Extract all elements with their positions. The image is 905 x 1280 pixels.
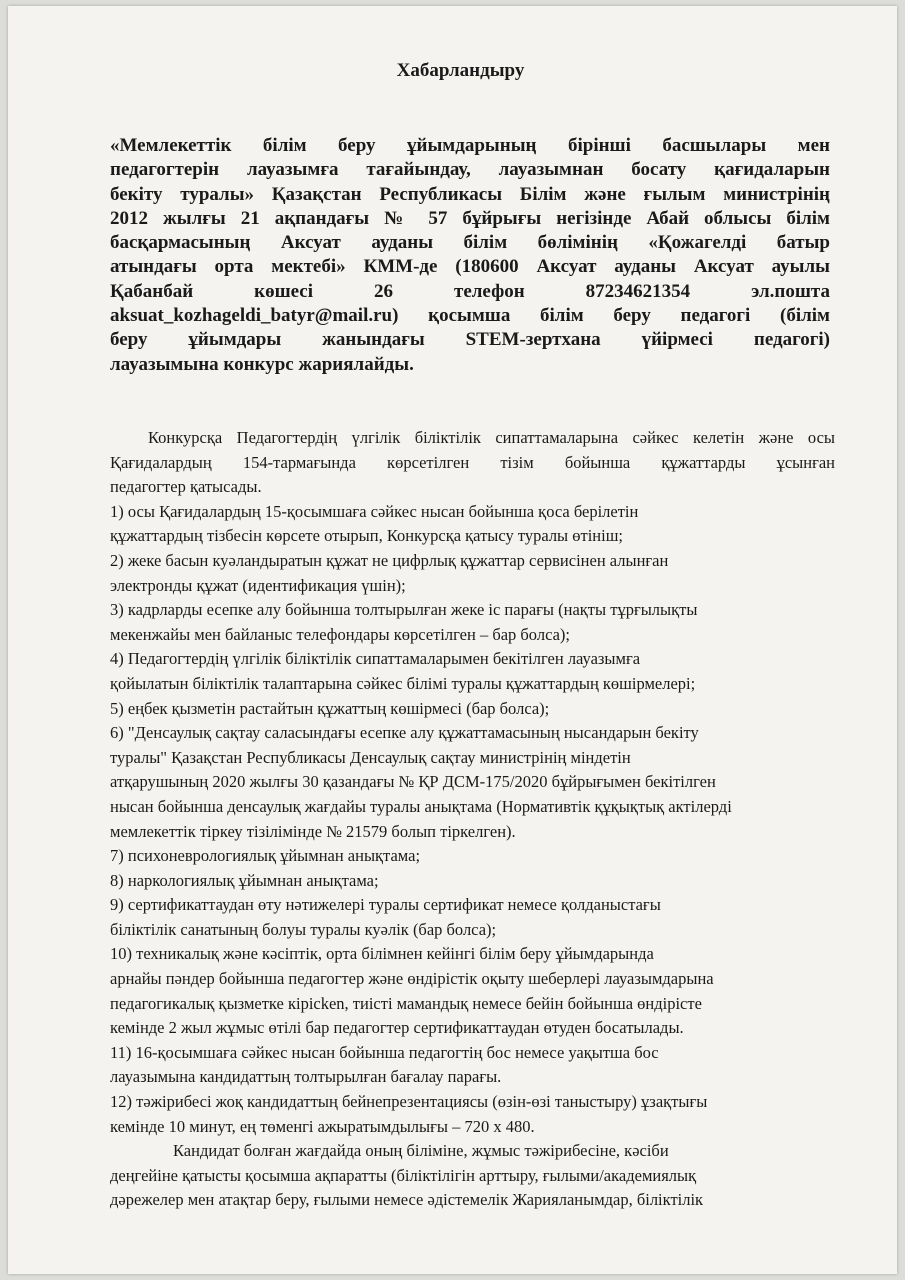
intro-line: атындағы орта мектебі» КММ-де (180600 Аксуат ауданы Аксуат ауылы	[110, 256, 830, 278]
list-item-line: электронды құжат (идентификация үшін);	[110, 575, 406, 595]
list-item-line: 4) Педагогтердің үлгілік біліктілік сипаттамаларымен бекітілген лауазымға	[110, 649, 641, 669]
list-item	[110, 893, 835, 942]
intro-line: бекіту туралы» Қазақстан Республикасы Білім және ғылым министрінің	[110, 183, 830, 205]
intro-line: «Мемлекеттік білім беру ұйымдарының бірінші басшылары мен	[110, 135, 830, 156]
list-item-line: 12) тәжірибесі жоқ кандидаттың бейнепрезентациясы (өзін-өзі таныстыру) ұзақтығы	[110, 1092, 708, 1112]
list-item-line: 2) жеке басын куәландыратын құжат не цифрлық құжаттар сервисінен алынған	[110, 550, 669, 570]
list-item-line: 3) кадрларды есепке алу бойынша толтырылған жеке іс парағы (нақты тұрғылықты	[110, 600, 698, 620]
list-item-line: кемінде 10 минут, ең төменгі ажыратымдылығы – 720 х 480.	[110, 1116, 535, 1136]
list-item-line: мекенжайы мен байланыс телефондары көрсетілген – бар болса);	[110, 624, 571, 644]
list-item-line: кемінде 2 жыл жұмыс өтілі бар педагогтер сертификаттаудан өтуден босатылады.	[110, 1018, 684, 1038]
document-body	[110, 426, 835, 1213]
list-item	[110, 697, 835, 722]
list-item-line: 10) техникалық және кәсіптік, орта білімнен кейінгі білім беру ұйымдарында	[110, 944, 654, 964]
list-item-line: 1) осы Қағидалардың 15-қосымшаға сәйкес нысан бойынша қоса берілетін	[110, 501, 639, 521]
list-item-line: лауазымына кандидаттың толтырылған бағалау парағы.	[110, 1067, 502, 1087]
intro-line: aksuat_kozhageldi_batyr@mail.ru) қосымша білім беру педагогі (білім	[110, 305, 830, 327]
list-item	[110, 844, 835, 869]
list-item-line: педагогикалық қызметке кірісken, тиісті мамандық немесе бейін бойынша өндірісте	[110, 993, 702, 1013]
intro-line: лауазымына конкурс жариялайды.	[110, 353, 414, 375]
paragraph-line: деңгейіне қатысты қосымша ақпаратты (біліктілігін арттыру, ғылыми/академиялық	[110, 1165, 697, 1185]
paragraph-line: Кандидат болған жағдайда оның біліміне, жұмыс тәжірибесіне, кәсіби	[173, 1141, 669, 1161]
paragraph-requirements	[110, 426, 835, 500]
list-item	[110, 549, 835, 598]
intro-line: басқармасының Аксуат ауданы білім бөлімінің «Қожагелді батыр	[110, 232, 830, 254]
intro-paragraph	[110, 134, 830, 377]
paragraph-line: педагогтер қатысады.	[110, 477, 262, 497]
list-item-line: 8) наркологиялық ұйымнан анықтама;	[110, 870, 379, 890]
list-item-line: 5) еңбек қызметін растайтын құжаттың көшірмесі (бар болса);	[110, 698, 550, 718]
list-item-line: 6) "Денсаулық сақтау саласындағы есепке алу құжаттамасының нысандарын бекіту	[110, 723, 699, 743]
list-item	[110, 500, 835, 549]
list-item	[110, 1041, 835, 1090]
paragraph-candidate	[110, 1139, 835, 1213]
list-item	[110, 647, 835, 696]
list-item	[110, 721, 835, 844]
list-item-line: біліктілік санатының болуы туралы куәлік (бар болса);	[110, 919, 497, 939]
list-item-line: қойылатын біліктілік талаптарына сәйкес білімі туралы құжаттардың көшірмелері;	[110, 673, 696, 693]
intro-line: беру ұйымдары жанындағы STEM-зертхана үйірмесі педагогі)	[110, 329, 830, 351]
intro-line: Қабанбай көшесі 26 телефон 87234621354 эл.пошта	[110, 280, 830, 302]
requirements-list	[110, 500, 835, 1139]
intro-line: педагогтерін лауазымға тағайындау, лауазымнан босату қағидаларын	[110, 159, 830, 181]
list-item-line: 7) психоневрологиялық ұйымнан анықтама;	[110, 846, 421, 866]
list-item-line: 9) сертификаттаудан өту нәтижелері туралы сертификат немесе қолданыстағы	[110, 895, 661, 915]
list-item-line: құжаттардың тізбесін көрсете отырып, Конкурсқа қатысу туралы өтініш;	[110, 526, 624, 546]
paragraph-line: дәрежелер мен атақтар беру, ғылыми немесе әдістемелік Жарияланымдар, біліктілік	[110, 1190, 704, 1210]
list-item	[110, 1090, 835, 1139]
list-item-line: атқарушының 2020 жылғы 30 қазандағы № ҚР ДСМ-175/2020 бұйрығымен бекітілген	[110, 772, 716, 792]
intro-line: 2012 жылғы 21 ақпандағы № 57 бұйрығы негізінде Абай облысы білім	[110, 207, 830, 229]
paragraph-line: Конкурсқа Педагогтердің үлгілік біліктілік сипаттамаларына сәйкес келетін және осы	[148, 428, 835, 447]
list-item-line: туралы" Қазақстан Республикасы Денсаулық сақтау министрінің міндетін	[110, 747, 631, 767]
list-item	[110, 942, 835, 1040]
page-title: Хабарландыру	[396, 60, 525, 81]
list-item-line: мемлекеттік тіркеу тізілімінде № 21579 болып тіркелген).	[110, 821, 516, 841]
document-page	[8, 6, 897, 1274]
list-item	[110, 598, 835, 647]
list-item-line: нысан бойынша денсаулық жағдайы туралы анықтама (Нормативтік құқықтық актілерді	[110, 796, 732, 816]
list-item-line: арнайы пәндер бойынша педагогтер және өндірістік оқыту шеберлері лауазымдарына	[110, 969, 714, 989]
list-item-line: 11) 16-қосымшаға сәйкес нысан бойынша педагогтің бос немесе уақытша бос	[110, 1042, 659, 1062]
paragraph-line: Қағидалардың 154-тармағында көрсетілген тізім бойынша құжаттарды ұсынған	[110, 452, 835, 472]
list-item	[110, 869, 835, 894]
